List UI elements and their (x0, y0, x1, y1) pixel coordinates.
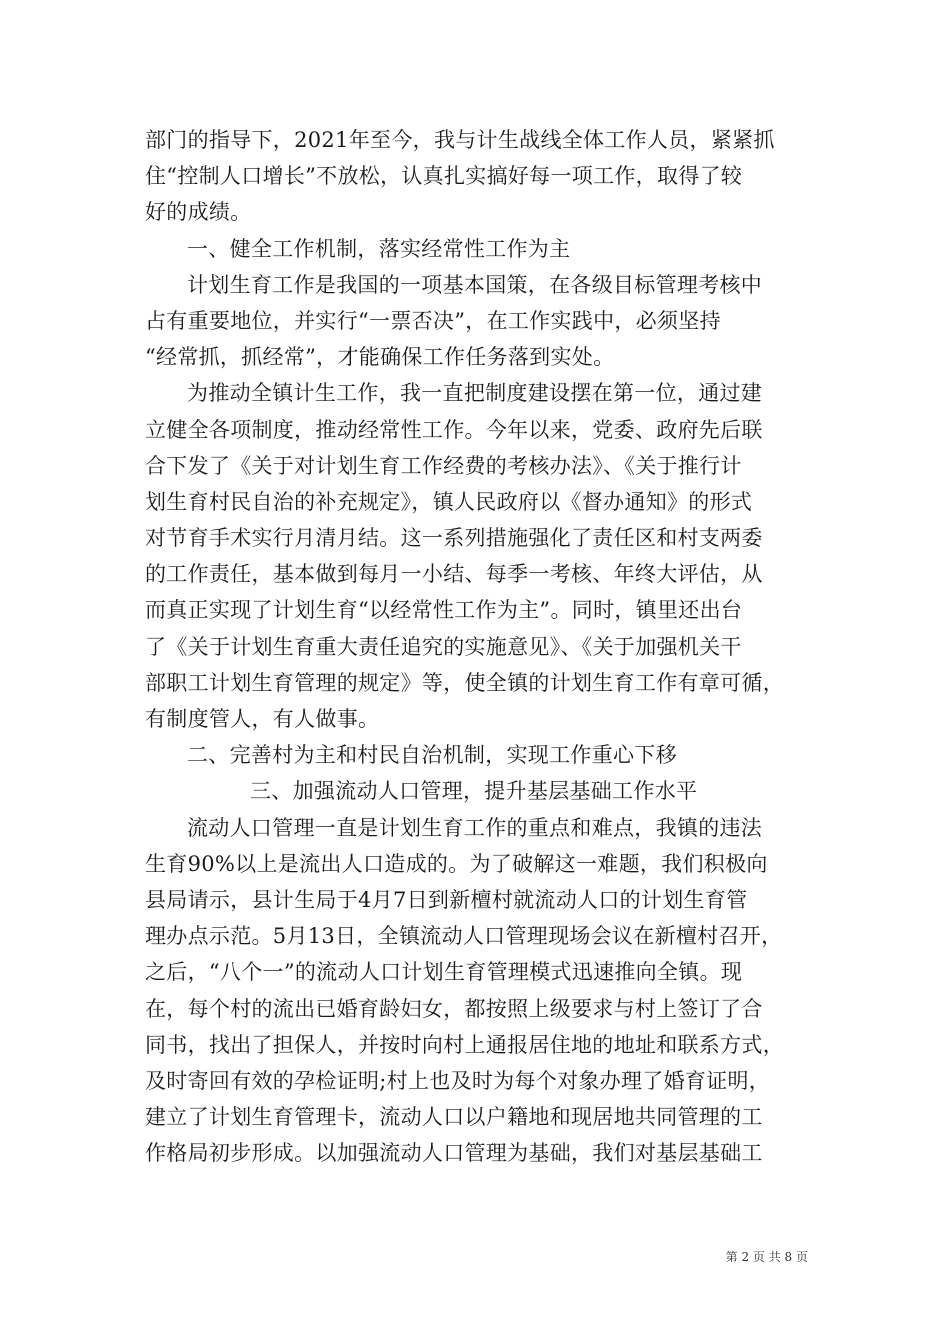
text-line: 同书，找出了担保人，并按时向村上通报居住地的地址和联系方式， (145, 1032, 784, 1057)
text-line: 合下发了《关于对计划生育工作经费的考核办法》、《关于推行计 (145, 453, 742, 478)
text-line: 了《关于计划生育重大责任追究的实施意见》、《关于加强机关干 (145, 634, 742, 659)
text-line: 县局请示，县计生局于4月7日到新檀村就流动人口的计划生育管 (145, 887, 748, 912)
text-line: 流动人口管理一直是计划生育工作的重点和难点，我镇的违法 (187, 815, 763, 840)
text-line: 部职工计划生育管理的规定》等，使全镇的计划生育工作有章可循， (145, 670, 784, 695)
text-line: 而真正实现了计划生育“以经常性工作为主”。同时，镇里还出台 (145, 598, 743, 623)
section-heading-3: 三、加强流动人口管理，提升基层基础工作水平 (250, 779, 698, 804)
text-line: 划生育村民自治的补充规定》，镇人民政府以《督办通知》的形式 (145, 489, 753, 514)
text-line: 好的成绩。 (145, 200, 252, 225)
text-line: 的工作责任，基本做到每月一小结、每季一考核、年终大评估，从 (145, 562, 763, 587)
text-line: 计划生育工作是我国的一项基本国策，在各级目标管理考核中 (187, 272, 763, 297)
text-line: 在，每个村的流出已婚育龄妇女，都按照上级要求与村上签订了合 (145, 996, 763, 1021)
text-line: 建立了计划生育管理卡，流动人口以户籍地和现居地共同管理的工 (145, 1105, 763, 1130)
text-line: 为推动全镇计生工作，我一直把制度建设摆在第一位，通过建 (187, 381, 763, 406)
text-line: 占有重要地位，并实行“一票否决”，在工作实践中，必须坚持 (145, 308, 721, 333)
section-heading-1: 一、健全工作机制，落实经常性工作为主 (187, 236, 571, 261)
page-number-footer: 第 2 页 共 8 页 (725, 1250, 808, 1264)
text-line: 有制度管人，有人做事。 (145, 707, 380, 731)
text-line: 理办点示范。5月13日，全镇流动人口管理现场会议在新檀村召开， (145, 924, 783, 949)
text-line: 住“控制人口增长”不放松，认真扎实搞好每一项工作，取得了较 (145, 164, 743, 189)
text-line: 作格局初步形成。以加强流动人口管理为基础，我们对基层基础工 (145, 1141, 763, 1166)
section-heading-2: 二、完善村为主和村民自治机制，实现工作重心下移 (187, 743, 677, 768)
document-body (145, 122, 810, 1171)
text-line: 对节育手术实行月清月结。这一系列措施强化了责任区和村支两委 (145, 526, 763, 551)
text-line: 部门的指导下，2021年至今，我与计生战线全体工作人员，紧紧抓 (145, 128, 775, 152)
text-line: 及时寄回有效的孕检证明;村上也及时为每个对象办理了婚育证明， (145, 1068, 771, 1093)
text-line: 立健全各项制度，推动经常性工作。今年以来，党委、政府先后联 (145, 417, 763, 442)
text-line: 之后，“八个一”的流动人口计划生育管理模式迅速推向全镇。现 (145, 960, 743, 985)
text-line: 生育90%以上是流出人口造成的。为了破解这一难题，我们积极向 (145, 851, 768, 876)
text-line: “经常抓，抓经常”，才能确保工作任务落到实处。 (145, 345, 615, 370)
